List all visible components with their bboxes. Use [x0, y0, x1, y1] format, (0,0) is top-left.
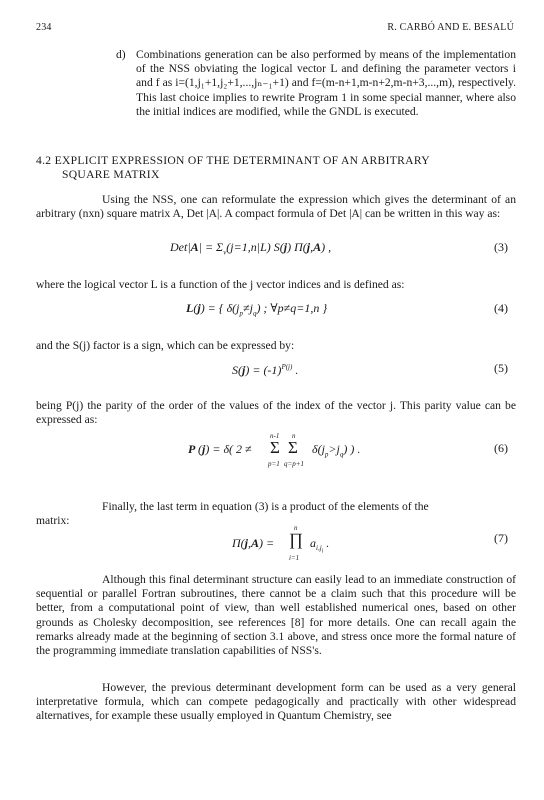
equation-3: $Det|A| = \Sigma_v(j=1,n|L)$ S(j) Π(j,A) ,: [170, 240, 332, 257]
equation-3-number: (3): [494, 240, 508, 254]
paragraph-6: Although this final determinant structure can easily lead to an immediate construction of sequential or parallel Fortran subroutines, there cannot be a claim such that this procedure will be better, from a computational point of view, than well established numerical ones, based on other grounds as Cholesky decomposition, see references [8] for more details. One can recall again the remarks already made at the beginning of section 3.1 above, and stress once more the formal nature of the programming immediate translation capabilities of NSS's.: [36, 573, 516, 658]
equation-5: $S(j) = (-1)^{P(j)}$ .: [232, 363, 299, 377]
item-d-text: Combinations generation can be also performed by means of the implementation of the NSS obviating the logical vector L and defining the parameter vectors i and f as i=(1,j₁+1,j₂+1,...,jₙ₋₁+1) and f=(m-n+1,m-n+2,m-n+3,...,m), respectively. This last choice implies to rewrite Program 1 in some special manner, where also the initial indices are modified, while the GNDL is executed.: [136, 48, 516, 118]
paragraph-4: being P(j) the parity of the order of the values of the index of the vector j. This parity value can be expressed as:: [36, 399, 516, 427]
page-number: 234: [36, 22, 52, 33]
section-title-line2: SQUARE MATRIX: [62, 168, 160, 181]
equation-4: L(j) = { $\delta(j_p\ne j_q)$ ; ∀p≠q=1,n }: [186, 301, 328, 318]
item-d-marker: d): [116, 48, 126, 61]
paragraph-3: and the S(j) factor is a sign, which can be expressed by:: [36, 339, 295, 352]
paper-page: 234 R. CARBÓ AND E. BESALÚ d) Combinations generation can be also performed by means of the implementation of the NSS obviating the logical vector L and defining the parameter vectors i and f as i=(1,j₁+1,j₂+1,...,jₙ₋₁+1) and f=(m-n+1,m-n+2,m-n+3,...,m), respectively. This last choice implies to rewrite Program 1 in some special manner, where also the initial indices are modified, while the GNDL is executed. 4.2 EXPLICIT EXPRESSION OF THE DETERMINANT OF AN ARBITRARY SQUARE MATRIX Using the NSS, one can reformulate the expression which gives the determinant of an arbitrary (nxn) square matrix A, Det |A|. A compact formula of Det |A| can be written in this way as: $Det|A| = \Sigma_v(j=1,n|L)$ S(j) Π(j,A) , (3) where the logical vector L is a function of the j vector indices and is defined as: L(j) = { $\delta(j_p\ne j_q)$ ; ∀p≠q=1,n } (4) and the S(j) factor is a sign, which can be expressed by: $S(j) = (-1)^{P(j)}$ . (5) being P(j) the parity of the order of the values of the index of the vector j. This parity value can be expressed as: P (j) = δ( 2 ≠ n-1 Σ p=1 n Σ q=p+1 $\delta(j_p>j_q)$ ) . (6) Finally, the last term in equation (3) is a product of the elements of the matrix: Π(j,A) = n ∏ i=1 $a_{i,j_i}$ . (7) Although this final determinant structure can easily lead to an immediate construction of sequential or parallel Fortran subroutines, there cannot be a claim such that this procedure will be better, from a computational point of view, than well established numerical ones, based on other grounds as Cholesky decomposition, see references [8] for more details. One can recall again the remarks already made at the beginning of section 3.1 above, and stress once more the formal nature of the programming immediate translation capabilities of NSS's. However, the previous determinant development form can be used as a very general interpretative formula, which can compete pedagogically and practically with other widespread alternatives, for example these usually employed in Quantum Chemistry, see: [36, 22, 516, 723]
paragraph-2: where the logical vector L is a function of the j vector indices and is defined as:: [36, 278, 405, 291]
paragraph-5-line1: Finally, the last term in equation (3) is a product of the elements of the: [102, 500, 429, 513]
equation-4-number: (4): [494, 301, 508, 315]
equation-7-number: (7): [494, 531, 508, 545]
paragraph-5-line2: matrix:: [36, 514, 70, 527]
equation-5-number: (5): [494, 361, 508, 375]
section-title-line1: 4.2 EXPLICIT EXPRESSION OF THE DETERMINANT OF AN ARBITRARY: [36, 154, 430, 167]
running-header-authors: R. CARBÓ AND E. BESALÚ: [387, 22, 514, 33]
paragraph-1: Using the NSS, one can reformulate the expression which gives the determinant of an arbitrary (nxn) square matrix A, Det |A|. A compact formula of Det |A| can be written in this way as:: [36, 193, 516, 221]
paragraph-7: However, the previous determinant development form can be used as a very general interpretative formula, which can compete pedagogically and practically with other widespread alternatives, for example these usually employed in Quantum Chemistry, see: [36, 681, 516, 723]
equation-6-number: (6): [494, 441, 508, 455]
